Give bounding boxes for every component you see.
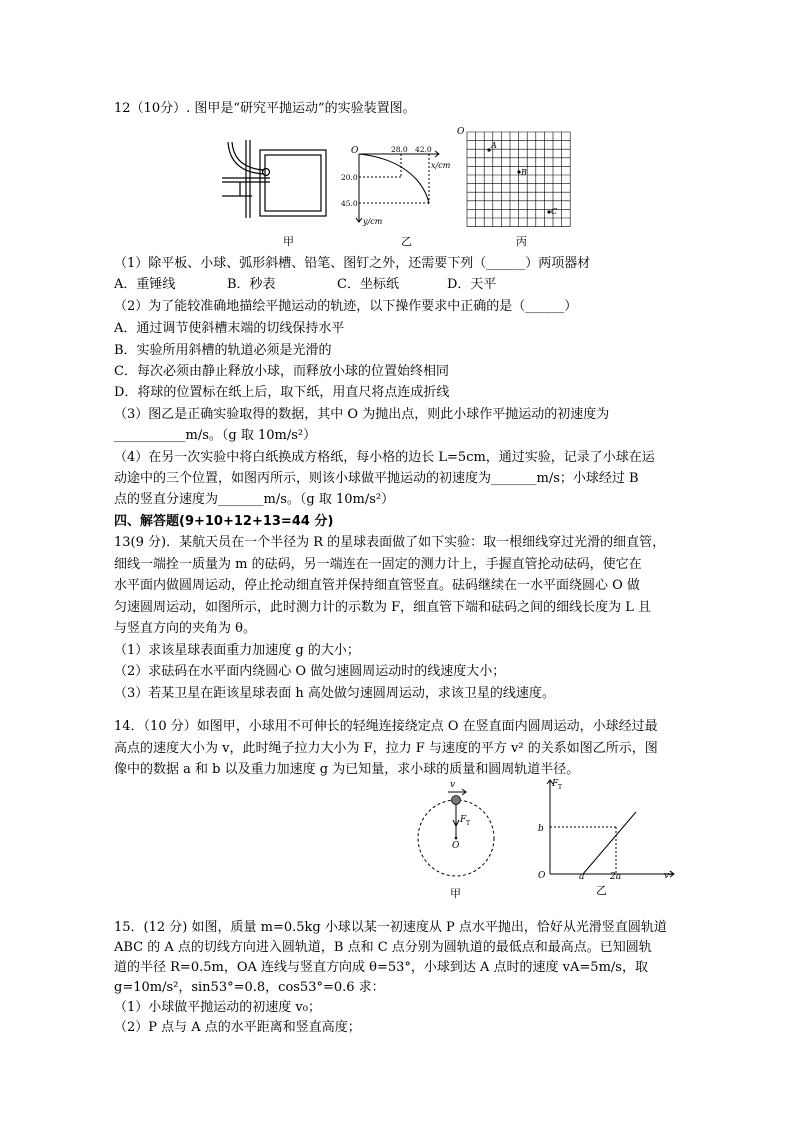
q15-line2: ABC 的 A 点的切线方向进入圆轨道，B 点和 C 点分别为圆轨道的最低点和最高点。已知圆轨	[114, 940, 652, 955]
q14-yi-b-label: b	[538, 824, 544, 834]
q12-part1-option-b: B．秒表	[227, 277, 276, 292]
q14-caption-jia: 甲	[450, 887, 461, 900]
q14-yi-2a-label: 2a	[610, 872, 622, 882]
q12-figure-yi	[341, 140, 460, 232]
q12-part4-line2: 动途中的三个位置，如图丙所示，则该小球做平抛运动的初速度为_______m/s；小球经过 B	[114, 471, 639, 486]
q14-figure-yi	[532, 774, 682, 884]
q12-yi-y-unit: y/cm	[363, 217, 383, 226]
q12-part2-option-d: D．将球的位置标在纸上后，取下纸，用直尺将点连成折线	[114, 385, 450, 400]
q12-figure-bing	[455, 126, 575, 230]
q12-part1-option-d: D．天平	[447, 277, 497, 292]
q15-line4: g=10m/s²，sin53°=0.8，cos53°=0.6 求：	[114, 980, 385, 995]
q12-stem: 12（10分）. 图甲是“研究平抛运动”的实验装置图。	[114, 101, 416, 116]
q12-yi-origin: O	[351, 146, 359, 156]
q12-bing-point-a: A	[491, 141, 497, 150]
q12-bing-point-c: C	[551, 207, 558, 216]
q12-part2-option-b: B．实验所用斜槽的轨道必须是光滑的	[114, 343, 332, 358]
q12-part3-line2: ___________m/s。（g 取 10m/s²）	[114, 428, 317, 443]
q14-jia-ft-sub: T	[466, 820, 471, 827]
q15-line1: 15．(12 分) 如图，质量 m=0.5kg 小球以某一初速度从 P 点水平抛出，恰好从光滑竖直圆轨道	[114, 920, 667, 935]
q14-jia-origin: O	[452, 841, 460, 851]
q12-bing-origin: O	[457, 127, 465, 137]
q12-caption-jia: 甲	[283, 235, 294, 248]
q14-line1: 14．（10 分）如图甲，小球用不可伸长的轻绳连接绕定点 O 在竖直面内圆周运动，小球经过最	[114, 719, 658, 734]
q12-bing-point-b: B	[521, 168, 527, 177]
q12-yi-y-tick-1: 20.0	[341, 173, 358, 182]
q14-yi-ft-sub: T	[558, 784, 563, 791]
q13-line4: 匀速圆周运动，如图所示，此时测力计的示数为 F，细直管下端和砝码之间的细线长度为 L 且	[114, 600, 652, 615]
q13-sub3: （3）若某卫星在距该星球表面 h 高处做匀速圆周运动，求该卫星的线速度。	[114, 686, 555, 701]
q14-line3: 像中的数据 a 和 b 以及重力加速度 g 为已知量，求小球的质量和圆周轨道半径。	[114, 762, 580, 777]
q12-part3-line1: （3）图乙是正确实验取得的数据，其中 O 为抛出点，则此小球作平抛运动的初速度为	[114, 407, 610, 422]
q14-yi-v2-label: v²	[664, 871, 673, 881]
q14-line2: 高点的速度大小为 v，此时绳子拉力大小为 F，拉力 F 与速度的平方 v² 的关系如图乙所示，图	[114, 741, 658, 756]
q12-part4-line3: 点的竖直分速度为_______m/s。（g 取 10m/s²）	[114, 492, 395, 507]
q14-caption-yi: 乙	[596, 884, 607, 897]
q12-part2-option-c: C．每次必须由静止释放小球，而释放小球的位置始终相同	[114, 364, 449, 379]
q13-line5: 与竖直方向的夹角为 θ。	[114, 621, 256, 636]
q13-line2: 细线一端拴一质量为 m 的砝码，另一端连在一固定的测力计上，手握直管抡动砝码，使它在	[114, 557, 642, 572]
q12-yi-y-tick-2: 45.0	[341, 199, 358, 208]
q13-sub1: （1）求该星球表面重力加速度 g 的大小；	[114, 643, 360, 658]
q12-yi-x-unit: x/cm	[431, 161, 451, 170]
q12-caption-bing: 丙	[516, 235, 527, 248]
q12-part2: （2）为了能较准确地描绘平抛运动的轨迹，以下操作要求中正确的是（______）	[114, 299, 578, 314]
q14-jia-ft-label: F	[460, 815, 467, 825]
q14-jia-v-label: v	[450, 780, 456, 790]
q12-caption-yi: 乙	[401, 235, 412, 248]
q15-line3: 道的半径 R=0.5m，OA 连线与竖直方向成 θ=53°，小球到达 A 点时的速度 vA=5m/s，取	[114, 960, 648, 975]
q12-part1: （1）除平板、小球、弧形斜槽、铅笔、图钉之外，还需要下列（______）两项器材	[114, 256, 591, 271]
q12-part4-line1: （4）在另一次实验中将白纸换成方格纸，每小格的边长 L=5cm，通过实验，记录了小球在运	[114, 450, 655, 465]
section-heading: 四、解答题(9+10+12+13=44 分)	[114, 514, 334, 529]
q12-part2-option-a: A．通过调节使斜槽末端的切线保持水平	[114, 321, 345, 336]
q12-yi-x-tick-2: 42.0	[415, 145, 432, 154]
q12-yi-x-tick-1: 28.0	[391, 145, 408, 154]
q13-line1: 13(9 分)．某航天员在一个半径为 R 的星球表面做了如下实验：取一根细线穿过光滑的细直管，	[114, 535, 666, 550]
q13-sub2: （2）求砝码在水平面内绕圆心 O 做匀速圆周运动时的线速度大小；	[114, 664, 506, 679]
q15-sub2: （2）P 点与 A 点的水平距离和竖直高度；	[114, 1020, 361, 1035]
q14-figure-jia	[410, 776, 502, 894]
q14-yi-ft-label: F	[552, 779, 559, 789]
q14-yi-a-label: a	[579, 872, 585, 882]
q12-figure-jia	[218, 138, 330, 220]
q12-part1-option-c: C．坐标纸	[337, 277, 399, 292]
q12-part1-option-a: A．重锤线	[114, 277, 176, 292]
q14-yi-origin: O	[538, 871, 546, 881]
q13-line3: 水平面内做圆周运动，停止抡动细直管并保持细直管竖直。砝码继续在一水平面绕圆心 O 做	[114, 578, 640, 593]
q15-sub1: （1）小球做平抛运动的初速度 v₀；	[114, 1000, 321, 1015]
